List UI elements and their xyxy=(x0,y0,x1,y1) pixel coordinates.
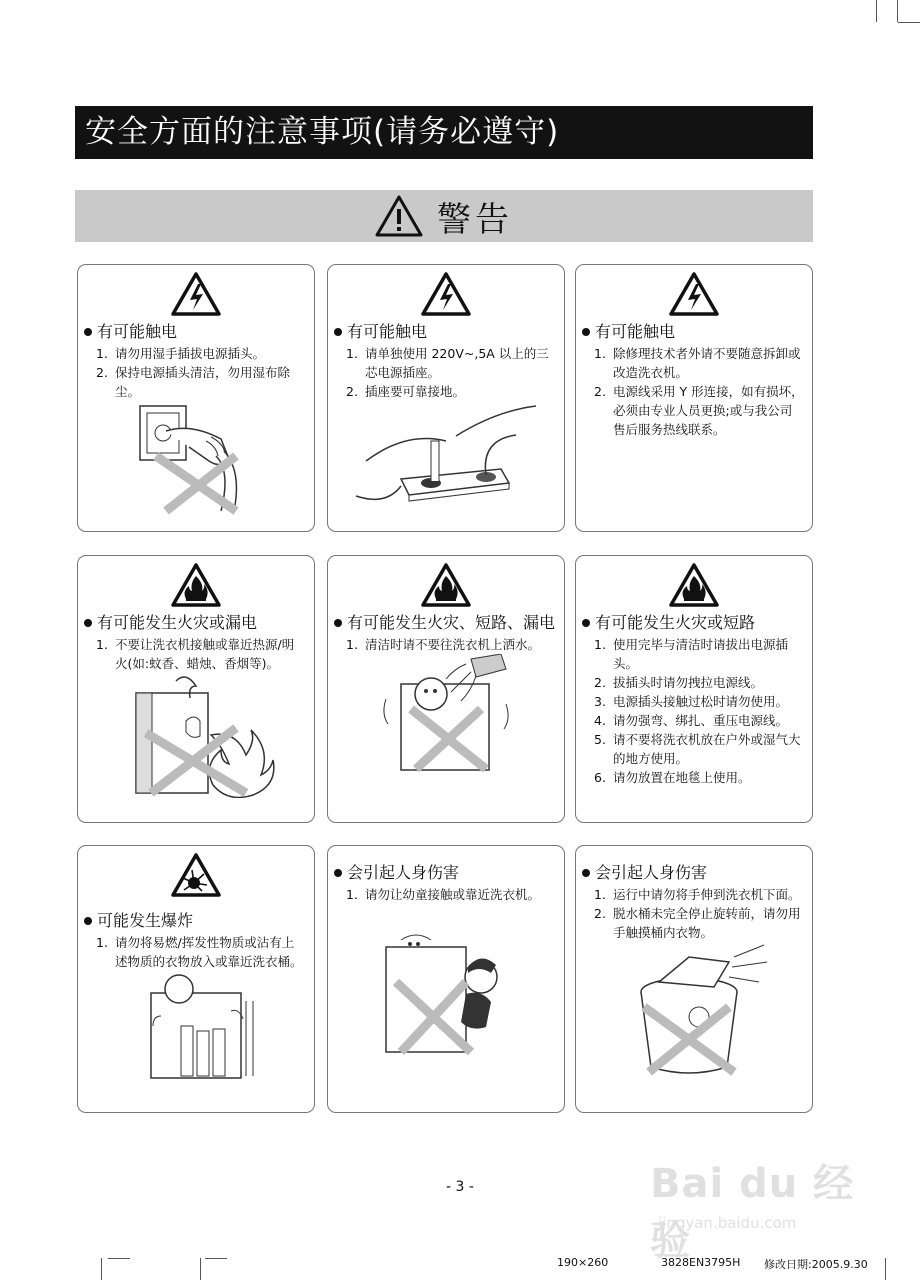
item-text: 清洁时请不要往洗衣机上洒水。 xyxy=(365,637,541,652)
list-item xyxy=(346,344,556,382)
list-item xyxy=(594,344,804,382)
crop-mark xyxy=(876,0,877,22)
item-text: 请不要将洗衣机放在户外或湿气大的地方使用。 xyxy=(613,732,801,766)
item-text: 请勿放置在地毯上使用。 xyxy=(613,770,751,785)
item-text: 电源线采用 Y 形连接，如有损坏，必须由专业人员更换;或与我公司售后服务热线联系。 xyxy=(613,384,804,437)
item-number: 1. xyxy=(96,935,108,950)
bullet-dot xyxy=(84,328,92,336)
item-number: 1. xyxy=(594,346,606,361)
card-heading: 可能发生爆炸 xyxy=(97,911,194,930)
item-number: 2. xyxy=(96,365,108,380)
crop-mark xyxy=(108,1258,130,1259)
item-number: 5. xyxy=(594,732,606,747)
warning-card-7 xyxy=(77,845,315,1113)
bullet-dot xyxy=(334,869,342,877)
item-number: 1. xyxy=(346,346,358,361)
item-text: 保持电源插头清洁，勿用湿布除尘。 xyxy=(115,365,291,399)
warning-card-4 xyxy=(77,555,315,823)
electric-shock-icon xyxy=(668,271,720,317)
page-number: - 3 - xyxy=(446,1179,474,1195)
crop-mark xyxy=(101,1258,102,1280)
warning-card-9 xyxy=(575,845,813,1113)
item-text: 请勿将易燃/挥发性物质或沾有上述物质的衣物放入或靠近洗衣桶。 xyxy=(115,935,303,969)
fire-icon xyxy=(170,562,222,608)
fire-icon xyxy=(420,562,472,608)
card-heading: 会引起人身伤害 xyxy=(595,863,708,882)
item-number: 1. xyxy=(594,637,606,652)
item-number: 6. xyxy=(594,770,606,785)
fire-icon xyxy=(668,562,720,608)
item-number: 2. xyxy=(594,675,606,690)
item-text: 请勿强弯、绑扎、重压电源线。 xyxy=(613,713,789,728)
washer-fire-illustration xyxy=(116,673,276,798)
crop-mark xyxy=(898,22,920,23)
card-heading: 有可能发生火灾、短路、漏电 xyxy=(347,613,556,632)
item-number: 1. xyxy=(594,887,606,902)
card-heading: 有可能发生火灾或短路 xyxy=(595,613,756,632)
item-number: 3. xyxy=(594,694,606,709)
footer-revision: 修改日期:2005.9.30 xyxy=(764,1258,868,1271)
list-item xyxy=(346,635,556,654)
item-text: 请勿让幼童接触或靠近洗衣机。 xyxy=(365,887,541,902)
warning-card-6 xyxy=(575,555,813,823)
item-text: 电源插头接触过松时请勿使用。 xyxy=(613,694,789,709)
item-text: 除修理技术者外请不要随意拆卸或改造洗衣机。 xyxy=(613,346,801,380)
list-item xyxy=(594,382,804,439)
watermark-brand: Bai du 经验 xyxy=(650,1161,855,1264)
item-number: 4. xyxy=(594,713,606,728)
card-heading: 有可能触电 xyxy=(97,322,178,341)
warning-card-8 xyxy=(327,845,565,1113)
list-item xyxy=(594,730,804,768)
item-number: 1. xyxy=(346,887,358,902)
crop-mark xyxy=(205,1258,227,1259)
power-strip-illustration xyxy=(346,401,546,511)
warning-card-1 xyxy=(77,264,315,532)
card-heading: 会引起人身伤害 xyxy=(347,863,460,882)
spin-tub-illustration xyxy=(614,942,774,1077)
item-text: 插座要可靠接地。 xyxy=(365,384,466,399)
item-number: 2. xyxy=(594,384,606,399)
card-heading: 有可能触电 xyxy=(347,322,428,341)
list-item xyxy=(594,673,804,692)
bullet-dot xyxy=(84,619,92,627)
item-text: 不要让洗衣机接触或靠近热源/明火(如:蚊香、蜡烛、香烟等)。 xyxy=(115,637,295,671)
crop-mark xyxy=(885,1258,886,1280)
warning-card-2 xyxy=(327,264,565,532)
item-number: 2. xyxy=(346,384,358,399)
crop-mark xyxy=(897,0,898,22)
item-text: 运行中请勿将手伸到洗衣机下面。 xyxy=(613,887,801,902)
item-number: 1. xyxy=(346,637,358,652)
list-item xyxy=(96,933,306,971)
electric-shock-icon xyxy=(170,271,222,317)
footer-doc-code: 3828EN3795H xyxy=(661,1256,741,1269)
bullet-dot xyxy=(582,869,590,877)
list-item xyxy=(346,885,556,904)
card-heading: 有可能发生火灾或漏电 xyxy=(97,613,258,632)
warning-banner xyxy=(75,190,813,242)
bullet-dot xyxy=(582,619,590,627)
list-item xyxy=(96,344,306,363)
list-item xyxy=(594,904,804,942)
list-item xyxy=(594,711,804,730)
washer-explosion-illustration xyxy=(121,971,271,1081)
item-number: 1. xyxy=(96,637,108,652)
bullet-dot xyxy=(84,917,92,925)
list-item xyxy=(346,382,556,401)
warning-card-3 xyxy=(575,264,813,532)
warning-triangle-icon xyxy=(375,195,423,237)
list-item xyxy=(594,635,804,673)
child-washer-illustration xyxy=(376,932,516,1057)
explosion-icon xyxy=(170,852,222,898)
footer-size: 190×260 xyxy=(557,1256,609,1269)
crop-mark xyxy=(200,1258,201,1280)
watermark-url: jingyan.baidu.com xyxy=(658,1214,797,1232)
card-heading: 有可能触电 xyxy=(595,322,676,341)
page-title: 安全方面的注意事项(请务必遵守) xyxy=(75,106,813,159)
electric-shock-icon xyxy=(420,271,472,317)
bullet-dot xyxy=(334,328,342,336)
wet-hand-plug-illustration xyxy=(126,401,266,516)
item-text: 请勿用湿手插拔电源插头。 xyxy=(115,346,266,361)
list-item xyxy=(594,692,804,711)
item-text: 使用完毕与清洁时请拔出电源插头。 xyxy=(613,637,789,671)
item-text: 拔插头时请勿拽拉电源线。 xyxy=(613,675,764,690)
bullet-dot xyxy=(334,619,342,627)
list-item xyxy=(96,363,306,401)
item-text: 请单独使用 220V~,5A 以上的三芯电源插座。 xyxy=(365,346,549,380)
item-number: 2. xyxy=(594,906,606,921)
list-item xyxy=(594,768,804,787)
list-item xyxy=(594,885,804,904)
bullet-dot xyxy=(582,328,590,336)
washer-water-illustration xyxy=(371,654,521,774)
list-item xyxy=(96,635,306,673)
item-number: 1. xyxy=(96,346,108,361)
warning-label: 警告 xyxy=(437,199,513,240)
warning-card-5 xyxy=(327,555,565,823)
item-text: 脱水桶未完全停止旋转前，请勿用手触摸桶内衣物。 xyxy=(613,906,801,940)
